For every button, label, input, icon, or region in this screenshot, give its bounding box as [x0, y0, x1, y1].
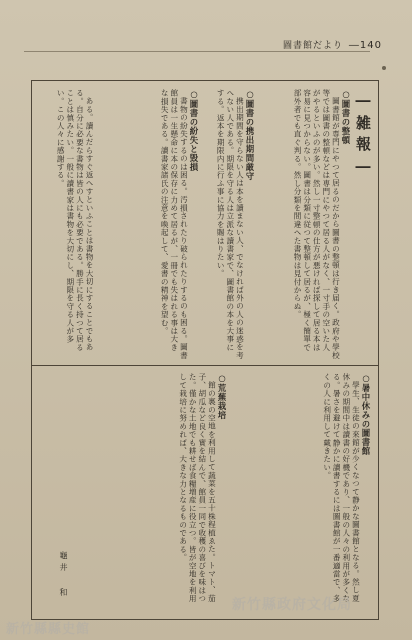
text-lost: 書物の紛失するのは困る。汚損されたり破られたりするのも困る。圖書館員は一生懸命に本の保存に力めて居るが、一冊でも失はれる事は大きな損失である。讀書家諸氏の注意を喚起して、愛書の精神を望む。: [160, 89, 189, 359]
text-vacation: 學生、生徒の來館が少くなつて静かな圖書館となる。然し夏休みの期間中は讀書の好機であり、一般の人々の利用が多くなる。暑さを避けて静かに讀書するには圖書館が一番適當で、多くの人に利用して戴きたい。: [322, 373, 361, 603]
author-name: 龜井 和: [59, 551, 68, 600]
text-period: 携出期間を守らない人は本を讀まない人、でなければ外の人の迷惑を考へない人である。期限を守る人は立派な讀書家で、圖書館の本を大事にする。返本を期限内に行ふ事に協力を賜はりたい。: [216, 89, 245, 359]
heading-vacation: ○暑中休みの圖書館: [361, 373, 371, 456]
watermark-left: 新竹縣縣史館: [6, 622, 91, 637]
article-vacation: [232, 373, 372, 609]
article-frame: [31, 80, 379, 620]
heading-lost: ○圖書の紛失と毀損: [189, 89, 199, 172]
article-period: [202, 89, 256, 359]
margin-dot: [382, 66, 386, 70]
header-rule: [24, 51, 370, 52]
heading-arrangement: ○圖書の整頓: [341, 89, 351, 145]
watermark-right: 新竹縣政府文化局: [232, 597, 352, 613]
article-extra: [38, 89, 94, 359]
section-title: ―雑報―: [354, 91, 372, 181]
heading-cultivation: ○荒蕪栽培: [217, 373, 227, 420]
page-number: ―140: [348, 40, 382, 51]
running-header: [283, 38, 382, 51]
article-lost: [96, 89, 200, 359]
text-arrangement: 圖書館が専門にやつて居るのだから圖書の整頓は行き届く。政府や學校等では圖書の整頓などは専門にやつて居る人がなく、一寸手の空いた人がやるといふのが多い。然し一寸整頓の仕方が悪ければ探して居る本は容易に見つからない。圖書は分類に従つて整頓して居るが、極く簡單で部外者でも直ぐ判る。然し分類を間違へた書物は見付からぬ。: [293, 89, 341, 359]
text-cultivation: 館の裏の空地を利用して蔬菜を五十株程植ゑた。トマト、茄子、胡瓜など良く實を結んで、館員一同で收穫の喜びを味はつた。僅かな土地でも耕せば食糧増産に役立つ。皆が空地を利用して栽培に努めれば、大きな力となるものである。: [178, 373, 217, 603]
mid-rule: [32, 365, 378, 366]
article-arrangement: [258, 89, 352, 359]
article-cultivation: [78, 373, 228, 609]
running-title: 圖書館だより: [283, 41, 344, 51]
text-extra: ある。讀んだらすぐ返へすといふことは書物を大切にすることでもある。自分に必要な書物は皆の人にも必要である。勝手に長く持つて居ることは慎みたい。一般に讀書家は書物を大切にし、期限を守る人が多い。この人々に感謝する。: [56, 89, 94, 352]
heading-period: ○圖書の携出期間厳守: [245, 89, 255, 181]
